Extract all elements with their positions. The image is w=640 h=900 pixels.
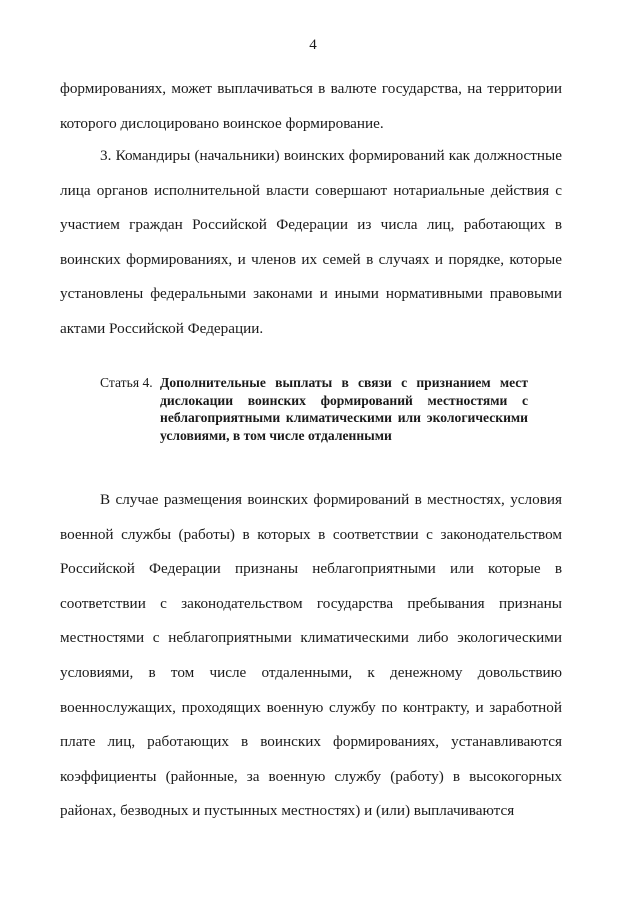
article-4-title: Дополнительные выплаты в связи с признанием мест дислокации воинских формирований местностями с неблагоприятными климатическими или экологическими условиями, в том числе отдаленными — [160, 375, 528, 443]
paragraph-item-3: 3. Командиры (начальники) воинских формирований как должностные лица органов исполнительной власти совершают нотариальные действия с участием граждан Российской Федерации из числа лиц, работающих в воинских формированиях, и членов их семей в случаях и порядке, которые установлены федеральными законами и иными нормативными правовыми актами Российской Федерации. — [60, 147, 562, 337]
paragraph-article-4-body: В случае размещения воинских формирований в местностях, условия военной службы (работы) в которых в соответствии с законодательством Российской Федерации признаны неблагоприятными или которые в соответствии с законодательством государства пребывания признаны местностями с неблагоприятными климатическими либо экологическими условиями, в том числе отдаленными, к денежному довольствию военнослужащих, проходящих военную службу по контракту, и заработной плате лиц, работающих в воинских формированиях, устанавливаются коэффициенты (районные, за военную службу (работу) в высокогорных районах, безводных и пустынных местностях) и (или) выплачиваются — [60, 491, 562, 820]
page-number: 4 — [309, 37, 317, 53]
article-4-label: Статья 4. — [100, 375, 153, 390]
paragraph-continuation: формированиях, может выплачиваться в валюте государства, на территории которого дислоцировано воинское формирование. — [60, 80, 562, 132]
